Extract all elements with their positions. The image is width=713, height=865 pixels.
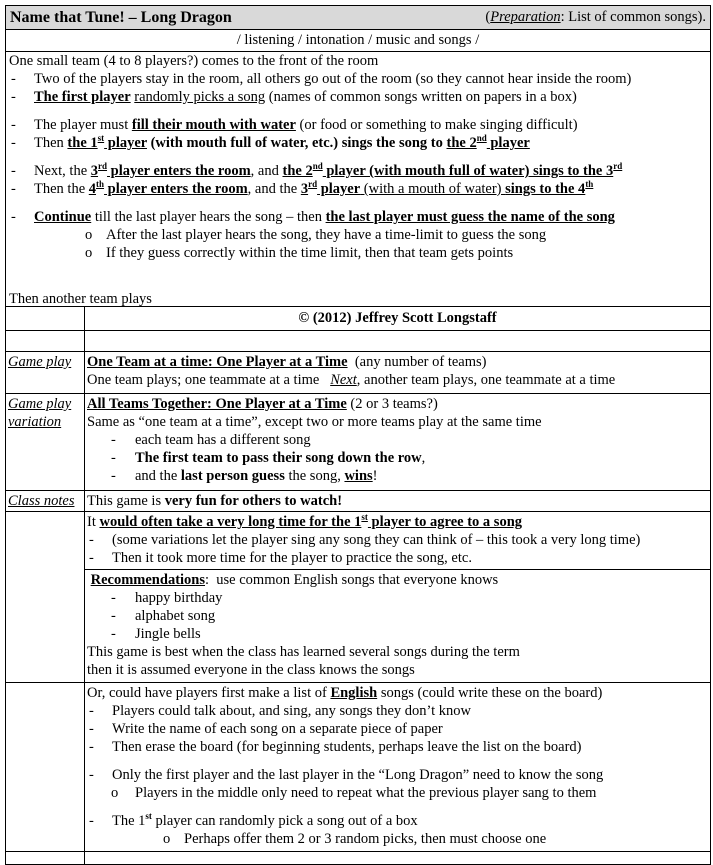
list-item [9,162,708,180]
text-segment: 3 [300,181,309,197]
text-segment: fill their mouth with water [131,117,296,133]
spacer [87,802,708,812]
empty-cell [6,331,85,351]
row-label: Class notes [6,491,85,511]
text-segment: After the last player hears the song, they have a time-limit to guess the song [106,227,547,243]
text-segment: would often take a very long time for the 1 [99,514,362,530]
line-text [9,290,152,308]
line-text [184,830,546,848]
categories: / listening / intonation / music and songs / [236,32,480,48]
text-segment: (some variations let the player sing any song they can think of – this took a very long time) [112,532,641,548]
text-segment: the 2 [282,163,313,179]
text-segment: Perhaps offer them 2 or 3 random picks, then must choose one [184,831,547,847]
spacer-row [6,331,710,352]
paragraph [9,52,708,106]
text-segment: English [330,685,378,701]
text-line [87,492,708,510]
paragraph [9,116,708,152]
line-text [135,589,222,607]
list-item [9,134,708,152]
text-segment: each team has a different song [135,432,311,448]
dash-bullet-icon: - [111,608,116,624]
text-segment: the 2 [446,135,477,151]
text-segment: alphabet song [135,608,216,624]
line-text [34,116,578,134]
text-segment: very fun for others to watch! [164,493,343,509]
row-content [85,352,710,393]
text-segment: Then erase the board (for beginning students, perhaps leave the list on the board) [112,739,582,755]
instructions-row [6,52,710,307]
list-item [87,607,708,625]
text-segment: rd [308,179,318,189]
paren: ( [485,9,491,25]
text-segment: the last player must guess the name of the song [325,209,615,225]
text-segment: nd [312,161,323,171]
text-segment: randomly picks a song [134,89,266,105]
text-segment: Recommendations [90,572,206,588]
line-text [112,720,443,738]
line-text [87,661,415,679]
text-segment: The 1 [112,813,146,829]
text-segment: (names of common songs written on papers in a box) [265,89,577,105]
circle-bullet-icon: o [85,227,93,243]
row-content [85,512,710,682]
spacer [87,756,708,766]
line-text [112,766,603,784]
line-text [135,449,425,467]
list-item [9,88,708,106]
document-table [5,5,711,865]
line-text [87,684,602,702]
text-segment: Next [330,372,357,388]
dash-bullet-icon: - [89,813,94,829]
text-segment: ! [372,468,378,484]
line-text [135,431,311,449]
text-segment: rd [98,161,108,171]
row-content [85,852,710,864]
dash-bullet-icon: - [11,181,16,197]
text-segment: (any number of teams) [347,354,487,370]
list-item [9,208,708,226]
dash-bullet-icon: - [89,703,94,719]
text-segment: player enters the room [107,163,251,179]
text-line [87,571,708,589]
text-segment: the 1 [67,135,98,151]
text-segment: th [585,179,594,189]
instructions-cell [6,52,710,306]
text-segment: (or food or something to make singing difficult) [295,117,578,133]
text-segment: , and the [247,181,301,197]
text-line [87,643,708,661]
title-row [6,6,710,30]
text-segment: th [96,179,105,189]
text-segment: The player must [34,117,132,133]
row-label: Game play variation [6,394,85,490]
text-line [9,290,708,308]
text-segment: the song, [284,468,345,484]
empty-cell [85,331,710,351]
text-segment: 3 [90,163,99,179]
table-row [6,683,710,852]
text-segment: Only the first player and the last player in the “Long Dragon” need to know the song [112,767,604,783]
text-segment: sings to the 4 [505,181,586,197]
table-row [6,394,710,491]
line-text [34,88,577,106]
list-item [9,70,708,88]
line-text [112,738,582,756]
text-segment: Players in the middle only need to repeat what the previous player sang to them [135,785,597,801]
text-segment: The first player [34,89,131,105]
paragraph [9,162,708,198]
line-text [106,226,546,244]
text-line [87,395,708,413]
copyright: © (2012) Jeffrey Scott Longstaff [298,310,497,326]
text-line [87,513,708,531]
list-item [87,531,708,549]
text-segment: player can randomly pick a song out of a box [151,813,418,829]
empty-cell [6,307,85,330]
list-item [9,244,708,262]
list-item [87,738,708,756]
text-segment: Then it took more time for the player to practice the song, etc. [112,550,472,566]
line-text [135,625,201,643]
line-text [87,492,342,510]
list-item [87,589,708,607]
text-segment: songs (could write these on the board) [377,685,603,701]
list-item [87,830,708,848]
dash-bullet-icon: - [111,590,116,606]
line-text [34,70,631,88]
list-item [87,720,708,738]
dash-bullet-icon: - [89,550,94,566]
dash-bullet-icon: - [89,739,94,755]
text-segment: wins [344,468,373,484]
line-text [135,784,596,802]
text-segment: then it is assumed everyone in the class knows the songs [87,662,415,678]
text-segment: Then another team plays [9,291,152,307]
text-segment: st [97,133,105,143]
text-segment: happy birthday [135,590,223,606]
circle-bullet-icon: o [85,245,93,261]
table-row [6,491,710,512]
line-text [34,134,530,152]
line-text [87,413,542,431]
dash-bullet-icon: - [11,135,16,151]
text-segment: 4 [88,181,97,197]
text-segment: , and [250,163,283,179]
copyright-row [6,307,710,331]
text-segment: Same as “one team at a time”, except two or more teams play at the same time [87,414,542,430]
list-item [87,449,708,467]
list-item [87,549,708,567]
line-text [106,244,513,262]
text-line [9,52,708,70]
text-segment: One small team (4 to 8 players?) comes to the front of the room [9,53,379,69]
text-segment: player (with mouth full of water) sings to the 3 [322,163,614,179]
text-segment: This game is best when the class has learned several songs during the term [87,644,520,660]
text-segment: It [87,514,100,530]
dash-bullet-icon: - [11,163,16,179]
dash-bullet-icon: - [111,450,116,466]
text-line [87,684,708,702]
line-text [9,52,378,70]
text-segment: All Teams Together: One Player at a Time [87,396,347,412]
content-cell [85,352,710,393]
row-content [85,491,710,511]
line-text [87,395,438,413]
list-item [9,226,708,244]
text-segment: player [486,135,530,151]
line-text [112,549,472,567]
text-segment: player [104,135,147,151]
line-text [34,162,622,180]
text-segment: Next, the [34,163,91,179]
list-item [9,180,708,198]
list-item [87,625,708,643]
text-segment: The first team to pass their song down the row [135,450,422,466]
list-item [9,116,708,134]
list-item [87,784,708,802]
text-segment: Jingle bells [135,626,201,642]
text-segment: Two of the players stay in the room, all others go out of the room (so they cannot hear inside the room) [34,71,632,87]
content-cell [85,512,710,569]
text-segment: (2 or 3 teams?) [346,396,438,412]
text-segment: (with mouth full of water, etc.) sings the song to [146,135,447,151]
dash-bullet-icon: - [11,89,16,105]
text-segment: Then [34,135,68,151]
dash-bullet-icon: - [11,71,16,87]
content-cell [85,683,710,851]
text-segment: last person guess [180,468,285,484]
content-cell [85,491,710,511]
list-item [87,812,708,830]
text-line [87,661,708,679]
text-segment: st [145,811,152,821]
preparation-note [485,9,706,26]
text-segment: Continue [34,209,92,225]
text-segment: One team plays; one teammate at a time [87,372,331,388]
line-text [112,812,418,830]
list-item [87,766,708,784]
dash-bullet-icon: - [11,209,16,225]
text-segment: , another team plays, one teammate at a time [356,372,616,388]
content-cell [85,569,710,682]
line-text [87,353,487,371]
line-text [87,513,522,531]
text-segment: player [317,181,361,197]
line-text [87,571,498,589]
paragraph [9,290,708,308]
category-row [6,30,710,52]
preparation-text: : List of common songs). [560,9,706,25]
circle-bullet-icon: o [163,831,171,847]
text-segment: (with a mouth of water) [360,181,506,197]
text-segment: If they guess correctly within the time limit, then that team gets points [106,245,514,261]
line-text [135,607,215,625]
row-content [85,394,710,490]
list-item [87,702,708,720]
line-text [135,467,378,485]
text-line [9,262,708,280]
preparation-label: Preparation [490,9,561,25]
dash-bullet-icon: - [89,767,94,783]
row-label [6,512,85,682]
dash-bullet-icon: - [89,532,94,548]
content-cell [85,852,710,864]
table-row [6,852,710,865]
paragraph [9,208,708,280]
text-segment: One Team at a time: One Player at a Time [87,354,348,370]
dash-bullet-icon: - [111,468,116,484]
text-line [87,353,708,371]
text-segment: st [361,512,368,522]
text-segment: , [421,450,426,466]
dash-bullet-icon: - [111,432,116,448]
circle-bullet-icon: o [111,785,119,801]
line-text [112,702,471,720]
line-text [112,531,640,549]
text-segment: Then the [34,181,89,197]
line-text [87,371,615,389]
text-segment: player enters the room [104,181,248,197]
row-label [6,852,85,864]
line-text [34,208,615,226]
text-segment: rd [613,161,623,171]
line-text [34,180,593,198]
dash-bullet-icon: - [89,721,94,737]
page-title: Name that Tune! – Long Dragon [10,8,232,26]
text-segment: : use common English songs that everyone knows [205,572,499,588]
table-row [6,512,710,683]
text-segment: till the last player hears the song – then [91,209,326,225]
dash-bullet-icon: - [11,117,16,133]
row-label: Game play [6,352,85,393]
text-segment: Or, could have players first make a list of [87,685,331,701]
text-segment: This game is [87,493,165,509]
row-label [6,683,85,851]
text-line [87,413,708,431]
text-segment: and the [135,468,181,484]
text-segment: Players could talk about, and sing, any songs they don’t know [112,703,471,719]
text-segment: nd [476,133,487,143]
row-content [85,683,710,851]
line-text [87,643,520,661]
content-cell [85,394,710,490]
list-item [87,431,708,449]
list-item [87,467,708,485]
text-line [87,371,708,389]
text-segment: player to agree to a song [367,514,523,530]
table-row [6,352,710,394]
text-segment: Write the name of each song on a separate piece of paper [112,721,443,737]
dash-bullet-icon: - [111,626,116,642]
